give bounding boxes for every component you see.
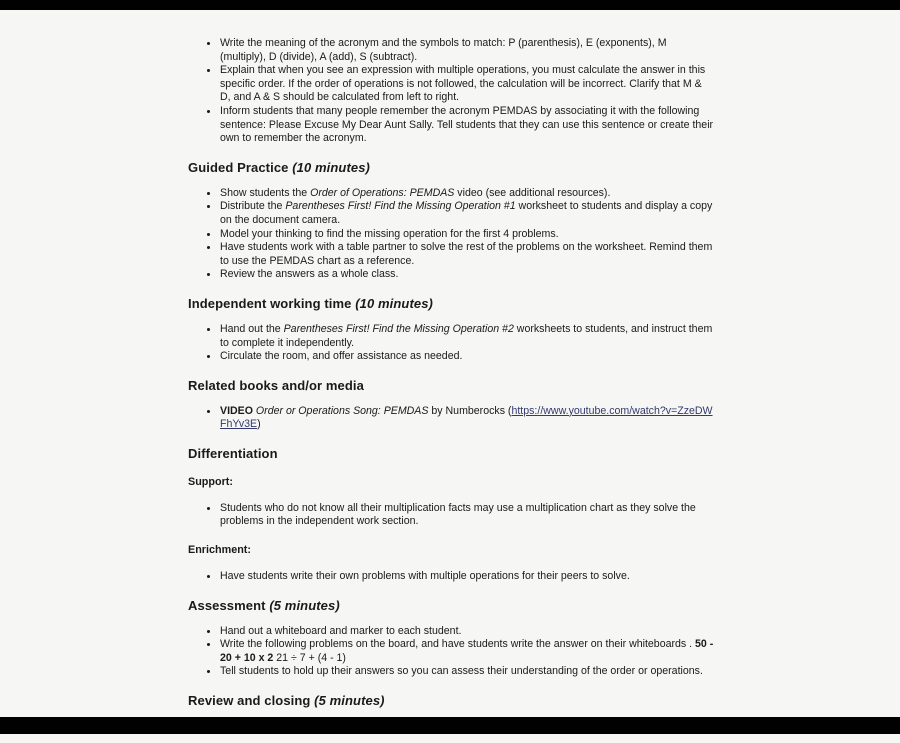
section-heading-review-and-closing xyxy=(188,693,714,708)
bold-italic-text: (5 minutes) xyxy=(314,693,385,709)
text-run: video (see additional resources). xyxy=(454,186,611,199)
text-run: Have students write their own problems with multiple operations for their peers to solve. xyxy=(220,570,630,583)
list-item xyxy=(219,350,714,364)
text-run: Explain that when you see an expression with multiple operations, you must calculate the answer in this specific order. If the order of operations is not followed, the calculation will be incorrect. Clarify that M & D, and A & S should be calculated from left to right. xyxy=(220,64,706,104)
bottom-letterbox-bar xyxy=(0,717,900,734)
list-item xyxy=(219,105,714,146)
section-heading-differentiation xyxy=(188,446,714,461)
text-run: worksheets to students, and instruct them to complete it independently. xyxy=(220,322,713,349)
list-item xyxy=(219,405,714,432)
bullet-list xyxy=(188,187,714,282)
list-item xyxy=(219,187,714,201)
text-run: Show students the xyxy=(220,186,311,199)
text-run: Model your thinking to find the missing operation for the first 4 problems. xyxy=(220,227,559,240)
italic-text: Parentheses First! Find the Missing Operation #2 xyxy=(283,322,514,335)
list-item xyxy=(219,228,714,242)
bullet-list xyxy=(188,405,714,432)
text-run: Tell students to hold up their answers so you can assess their understanding of the order or operations. xyxy=(220,665,703,678)
text-run: Circulate the room, and offer assistance as needed. xyxy=(220,350,463,363)
text-run: Inform students that many people remember the acronym PEMDAS by associating it with the following sentence: Please Excuse My Dear Aunt Sally. Tell students that they can use this sentence or create their own to remember the acronym. xyxy=(220,104,714,145)
list-item xyxy=(219,37,714,64)
italic-text: Order or Operations Song: PEMDAS xyxy=(255,404,429,417)
bold-italic-text: (10 minutes) xyxy=(355,295,433,311)
bullet-list xyxy=(188,570,714,584)
subsection-heading-enrichment xyxy=(188,544,714,556)
bullet-list xyxy=(188,625,714,679)
italic-text: Parentheses First! Find the Missing Operation #1 xyxy=(285,200,516,213)
document-page xyxy=(188,10,714,743)
list-item xyxy=(219,625,714,639)
bullet-list xyxy=(188,323,714,364)
bold-italic-text: (10 minutes) xyxy=(292,159,370,175)
top-letterbox-bar xyxy=(0,0,900,10)
text-run: Students who do not know all their multiplication facts may use a multiplication chart as they solve the problems in the independent work section. xyxy=(220,501,696,528)
bold-text: Enrichment: xyxy=(188,544,251,557)
bold-text: Review and closing xyxy=(188,693,315,709)
text-run: Distribute the xyxy=(220,200,286,213)
list-item xyxy=(219,200,714,227)
bold-text: Independent working time xyxy=(188,295,356,311)
bullet-list xyxy=(188,37,714,146)
bullet-list xyxy=(188,502,714,529)
bold-text: 50 - 20 + 10 x 2 xyxy=(220,638,714,664)
section-heading-independent-working-time xyxy=(188,296,714,311)
section-heading-guided-practice xyxy=(188,160,714,175)
text-run: by Numberocks ( xyxy=(428,404,512,417)
list-item xyxy=(219,638,714,665)
text-run: 21 ÷ 7 + (4 - 1) xyxy=(273,651,346,664)
text-run: ) xyxy=(257,418,261,431)
section-heading-related-books-media xyxy=(188,378,714,393)
text-run: worksheet to students and display a copy on the document camera. xyxy=(220,200,713,226)
bold-text: Related books and/or media xyxy=(188,377,364,393)
bold-text: Differentiation xyxy=(188,445,278,461)
text-run: Review the answers as a whole class. xyxy=(220,268,399,281)
section-heading-assessment xyxy=(188,598,714,613)
text-run: Hand out a whiteboard and marker to each student. xyxy=(220,624,462,637)
list-item xyxy=(219,64,714,105)
bold-text: Support: xyxy=(188,475,233,488)
list-item xyxy=(219,570,714,584)
text-run: Write the following problems on the board, and have students write the answer on their whiteboards . xyxy=(220,638,696,651)
list-item xyxy=(219,665,714,679)
bold-text: Guided Practice xyxy=(188,159,293,175)
italic-text: Order of Operations: PEMDAS xyxy=(310,186,455,199)
list-item xyxy=(219,268,714,282)
list-item xyxy=(219,502,714,529)
text-run: Have students work with a table partner to solve the rest of the problems on the worksheet. Remind them to use the PEMDAS chart as a reference. xyxy=(220,241,713,267)
list-item xyxy=(219,323,714,350)
bold-text: Assessment xyxy=(188,597,270,613)
text-run: Write the meaning of the acronym and the symbols to match: P (parenthesis), E (exponents), M (multiply), D (divide), A (add), S (subtract). xyxy=(220,37,667,63)
bold-italic-text: (5 minutes) xyxy=(269,597,340,613)
youtube-link[interactable]: https://www.youtube.com/watch?v=ZzeDWFhYv3E xyxy=(220,404,713,431)
list-item xyxy=(219,241,714,268)
subsection-heading-support xyxy=(188,476,714,488)
text-run: Hand out the xyxy=(220,322,284,335)
bold-text: VIDEO xyxy=(220,404,253,417)
